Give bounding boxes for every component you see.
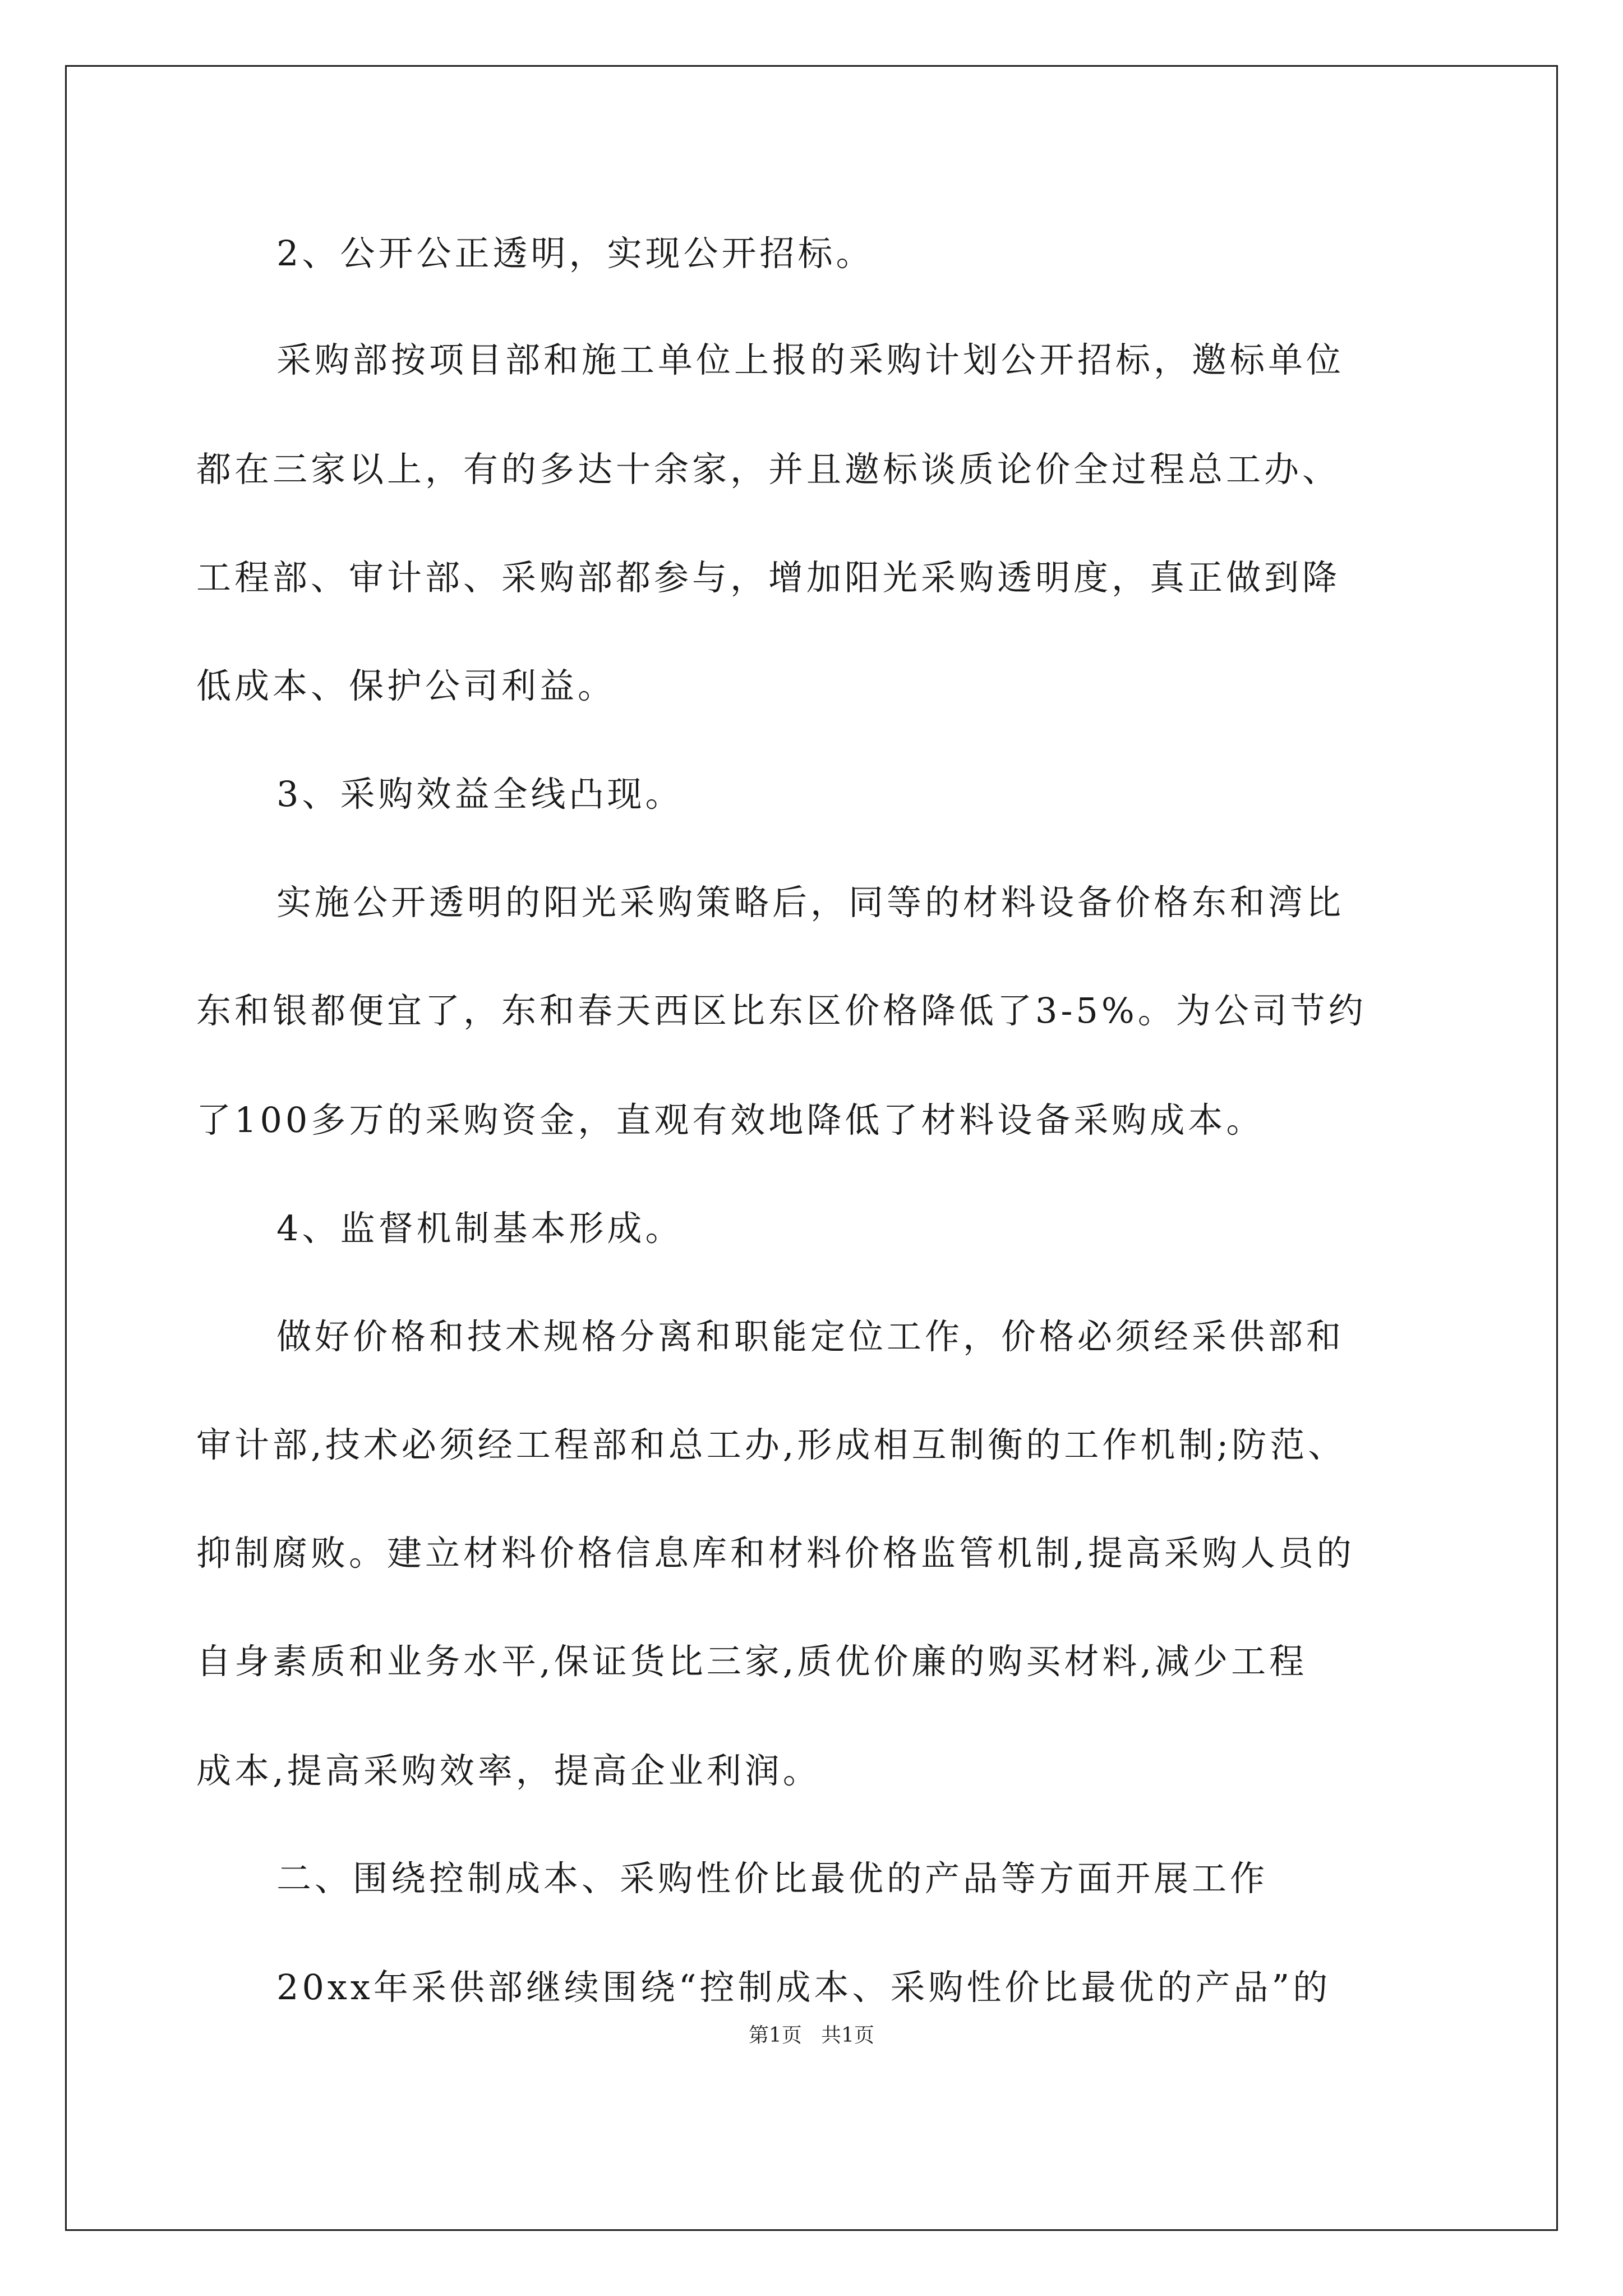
text-line: 3、采购效益全线凸现。 <box>276 774 684 815</box>
text-line: 实施公开透明的阳光采购策略后，同等的材料设备价格东和湾比 <box>276 882 1345 923</box>
text-line: 自身素质和业务水平,保证货比三家,质优价廉的购买材料,减少工程 <box>196 1641 1308 1682</box>
text-line: 成本,提高采购效率，提高企业利润。 <box>196 1750 821 1791</box>
page-footer: 第1页 共1页 <box>748 2024 875 2047</box>
page-frame <box>65 65 1558 2231</box>
text-line: 了100多万的采购资金，直观有效地降低了材料设备采购成本。 <box>196 1099 1265 1140</box>
text-line: 工程部、审计部、采购部都参与，增加阳光采购透明度，真正做到降 <box>196 557 1341 598</box>
text-line: 东和银都便宜了，东和春天西区比东区价格降低了3-5%。为公司节约 <box>196 990 1367 1031</box>
text-line: 4、监督机制基本形成。 <box>276 1208 684 1249</box>
text-line: 低成本、保护公司利益。 <box>196 665 616 706</box>
text-line: 都在三家以上，有的多达十余家，并且邀标谈质论价全过程总工办、 <box>196 449 1341 490</box>
text-line: 做好价格和技术规格分离和职能定位工作，价格必须经采供部和 <box>276 1316 1345 1357</box>
text-line: 2、公开公正透明，实现公开招标。 <box>276 233 874 274</box>
text-line: 二、围绕控制成本、采购性价比最优的产品等方面开展工作 <box>276 1858 1269 1899</box>
text-line: 采购部按项目部和施工单位上报的采购计划公开招标，邀标单位 <box>276 339 1345 380</box>
text-line: 抑制腐败。建立材料价格信息库和材料价格监管机制,提高采购人员的 <box>196 1533 1355 1573</box>
text-line: 20xx年采供部继续围绕“控制成本、采购性价比最优的产品”的 <box>276 1967 1331 2008</box>
text-line: 审计部,技术必须经工程部和总工办,形成相互制衡的工作机制;防范、 <box>196 1424 1347 1465</box>
